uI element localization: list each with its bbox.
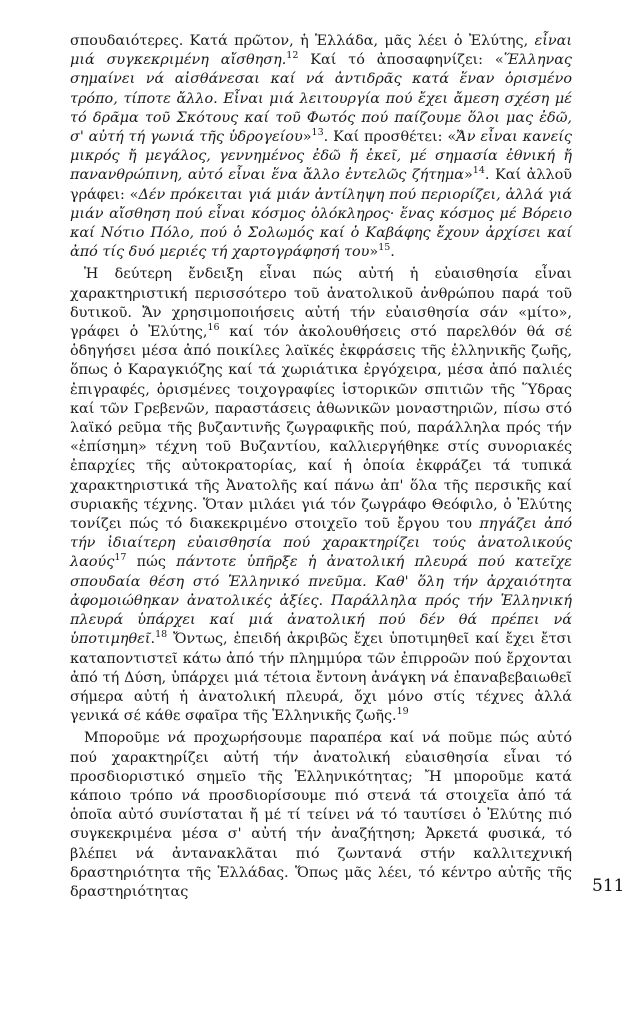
footnote-marker: 12 <box>286 50 299 62</box>
footnote-marker: 13 <box>311 127 324 139</box>
footnote-marker: 19 <box>396 706 409 718</box>
text-run: . <box>390 244 395 261</box>
text-run: Ἡ δεύτερη ἔνδειξη εἶναι πώς αὐτή ἡ εὐαισθησία εἶναι χαρακτηριστική περισσότερο τοῦ ἀνατολικοῦ ἀνθρώπου παρά τοῦ δυτικοῦ. Ἄν χρησιμοποιήσεις αὐτή τήν εὐαισθησία σάν «μίτο», γράφει ὁ Ἐλύτης, <box>70 266 572 341</box>
text-run: . Καί ἀλλοῦ γράφει: « <box>70 167 572 203</box>
text-run: Καί τό ἀποσαφηνίζει: « <box>298 52 504 69</box>
text-run: καί τόν ἀκολουθήσεις στό παρελθόν θά σέ ὁδηγήσει μέσα ἀπό ποικίλες λαϊκές ἐκφράσεις τῆς ἑλληνικῆς ζωῆς, ὅπως ὁ Καραγκιόζης καί τά χωριάτικα ἐργόχειρα, μέσα ἀπό παλιές ἐπιγραφές, ὁρισμένες τοιχογραφίες ἱστορικῶν σπιτιῶν τῆς Ὕδρας καί τῶν Γρεβενῶν, παραστάσεις ἀθωνικῶν μοναστηριῶν, πίσω στό λαϊκό ρεῦμα τῆς βυζαντινῆς ζωγραφικῆς πού, παράλληλα πρός τήν «ἐπίσημη» τέχνη τοῦ Βυζαντίου, καλλιεργήθηκε στίς συνοριακές ἐπαρχίες τῆς αὐτοκρατορίας, καί ἡ ὁποία ἐκφράζει τά τυπικά χαρακτηριστικά τῆς Ἀνατολῆς καί πάνω ἀπ' ὅλα τῆς περσικῆς καί συριακῆς τέχνης. Ὅταν μιλάει γιά τόν ζωγράφο Θεόφιλο, ὁ Ἐλύτης τονίζει πώς τό διακεκριμένο στοιχεῖο τοῦ ἔργου του <box>70 324 572 533</box>
quoted-italic-text: Ἕλληνας σημαίνει νά αἰσθάνεσαι καί νά ἀντιδρᾶς κατά ἕναν ὁρισμένο τρόπο, τίποτε ἄλλο. Εἶναι μιά λειτουργία πού ἔχει ἄμεση σχέση μέ τό δρᾶμα τοῦ Σκότους καί τοῦ Φωτός πού παίζουμε ὅλοι μας ἐδῶ, σ' αὐτή τή γωνιά τῆς ὑδρογείου <box>70 52 572 146</box>
page-number: 511 <box>592 876 625 896</box>
footnote-marker: 17 <box>114 552 127 564</box>
text-run: Ὄντως, ἐπειδή ἀκριβῶς ἔχει ὑποτιμηθεῖ καί ἔχει ἔτσι καταποντιστεῖ κάτω ἀπό τήν πλημμύρα τῶν ἐπιρροῶν πού ἔρχονται ἀπό τή Δύση, ὑπάρχει μιά τέτοια ἔντονη ἀνάγκη νά ἐπαναβεβαιωθεῖ σήμερα αὐτή ἡ ἀνατολική πλευρά, ὄχι μόνο στίς τέχνες ἀλλά γενικά σέ κάθε σφαῖρα τῆς Ἑλληνικῆς ζωῆς. <box>70 631 572 725</box>
body-paragraph <box>70 729 572 902</box>
quoted-italic-text: πηγάζει ἀπό τήν ἰδιαίτερη εὐαισθησία πού χαρακτηρίζει τούς ἀνατολικούς λαούς <box>70 516 572 571</box>
text-run: . <box>150 631 156 648</box>
text-column <box>70 32 572 905</box>
text-run: Μποροῦμε νά προχωρήσουμε παραπέρα καί νά ποῦμε πώς αὐτό πού χαρακτηρίζει αὐτή τήν ἀνατολική εὐαισθησία εἶναι τό προσδιοριστικό σημεῖο τῆς Ἑλληνικότητας; Ἤ μποροῦμε κατά κάποιο τρόπο νά προσδιορίσουμε πιό στενά τά στοιχεῖα ἀπό τά ὁποῖα αὐτό συνίσταται ἤ μέ τί τείνει νά τό ταυτίσει ὁ Ἐλύτης πιό συγκεκριμένα μέσα σ' αὐτή τήν ἀναζήτηση; Ἀρκετά φυσικά, τό βλέπει νά ἀντανακλᾶται πιό ζωντανά στήν καλλιτεχνική δραστηριότητα τῆς Ἑλλάδας. Ὅπως μᾶς λέει, τό κέντρο αὐτῆς τῆς δραστηριότητας <box>70 730 572 900</box>
text-run: . Καί προσθέτει: « <box>323 129 457 146</box>
footnote-marker: 15 <box>378 242 391 254</box>
footnote-marker: 18 <box>155 629 168 641</box>
body-paragraph <box>70 32 572 262</box>
text-run: » <box>302 129 312 146</box>
text-run: » <box>369 244 379 261</box>
footnote-marker: 16 <box>207 322 220 334</box>
quoted-italic-text: Δέν πρόκειται γιά μιάν ἀντίληψη πού περιορίζει, ἀλλά γιά μιάν αἴσθηση πού εἶναι κόσμος ὁλόκληρος· ἕνας κόσμος μέ Βόρειο καί Νότιο Πόλο, πού ὁ Σολωμός καί ὁ Καβάφης ἔχουν ἀρχίσει καί ἀπό τίς δυό μεριές τή χαρτογράφησή του <box>70 186 572 261</box>
text-run: σπουδαιότερες. Κατά πρῶτον, ἡ Ἑλλάδα, μᾶς λέει ὁ Ἐλύτης, <box>70 33 535 49</box>
quoted-italic-text: Ἄν εἶναι κανείς μικρός ἤ μεγάλος, γεννημένος ἐδῶ ἤ ἐκεῖ, μέ σημασία ἐθνική ἤ πανανθρώπινη, αὐτό εἶναι ἕνα ἄλλο ἐντελῶς ζήτημα <box>70 129 572 184</box>
body-paragraph <box>70 265 572 726</box>
text-run: » <box>463 167 473 184</box>
footnote-marker: 14 <box>472 165 485 177</box>
text-run: πώς <box>126 554 177 571</box>
quoted-italic-text: εἶναι μιά συγκεκριμένη αἴσθηση. <box>70 33 572 69</box>
quoted-italic-text: πάντοτε ὑπῆρξε ἡ ἀνατολική πλευρά πού κατεῖχε σπουδαία θέση στό Ἑλληνικό πνεῦμα. Καθ' ὅλη τήν ἀρχαιότητα ἀφομοιώθηκαν ἀνατολικές ἀξίες. Παράλληλα πρός τήν Ἑλληνική πλευρά ὑπάρχει καί μιά ἀνατολική πού δέν θά πρέπει νά ὑποτιμηθεῖ <box>70 554 573 648</box>
